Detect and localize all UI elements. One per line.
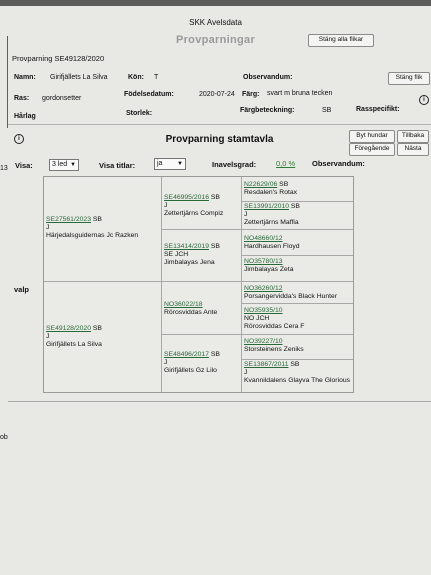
site-title: SKK Avelsdata [189,18,242,27]
page [0,6,431,575]
dog-birth: 2020-07-24 [199,91,235,98]
birth-label: Födelsedatum: [124,91,174,98]
dog-reg-link[interactable]: SE49128/2020 [46,325,91,332]
puppy-label: valp [14,285,30,294]
breed-label: Ras: [14,95,30,102]
dog-reg-link[interactable]: NO36260/12 [244,285,283,292]
color-code-label: Färgbeteckning: [240,107,295,114]
next-button[interactable]: Nästa [397,143,429,156]
divider [242,201,353,202]
divider [242,255,353,256]
app-title: Provparningar [175,34,256,46]
back-button[interactable]: Tillbaka [397,130,429,143]
dog-color-code: SB [322,107,332,114]
pedigree-tree [43,176,354,393]
coat-type-label: Hårlag [14,113,36,120]
tab-title: Provparning SE49128/2020 [12,54,105,63]
dog-reg-link[interactable]: SE46995/2016 [164,194,209,201]
pedigree-gen3-dog: NO48660/12 Hardhausen Floyd [244,235,300,250]
dog-reg-link[interactable]: NO48660/12 [244,235,283,242]
divider [44,281,353,282]
pedigree-observandum-label: Observandum: [312,159,365,168]
edge-text: ob [0,434,8,441]
pedigree-gen3-dog: SE13991/2010 SB J Zettertjärns Maffia [244,203,300,226]
close-tab-button[interactable]: Stäng flik [388,72,430,85]
dog-reg-link[interactable]: SE13991/2010 [244,203,289,210]
pedigree-gen3-dog: NO35780/13 Jimbalayas Zeta [244,258,294,273]
dog-sex: T [154,74,159,81]
dog-reg-link[interactable]: SE13867/2011 [244,361,289,368]
divider [242,303,353,304]
divider [242,359,353,360]
dog-reg-link[interactable]: NO35935/10 [244,307,283,314]
color-label: Färg: [242,91,260,98]
dog-reg-link[interactable]: NO36022/18 [164,301,203,308]
dog-reg-link[interactable]: SE27561/2023 [46,216,91,223]
edge-number: 13 [0,165,8,172]
inbreeding-value[interactable]: 0,0 % [276,159,296,168]
pedigree-gen3-dog: NO36260/12 Porsangervidda's Black Hunter [244,285,338,300]
sex-label: Kön: [128,74,144,81]
previous-button[interactable]: Föregående [349,143,395,156]
dog-reg-link[interactable]: NO39227/10 [244,338,283,345]
pedigree-dam: SE49128/2020 SB J Girifjällets La Silva [46,325,102,348]
dog-reg-link[interactable]: SE48496/2017 [164,351,209,358]
name-label: Namn: [14,74,36,81]
dog-reg-link[interactable]: NO35780/13 [244,258,283,265]
info-icon[interactable]: i [419,95,429,105]
chevron-down-icon: ▼ [177,161,183,167]
switch-dogs-button[interactable]: Byt hundar [349,130,395,143]
generations-select[interactable]: 3 led ▼ [49,159,79,171]
chevron-down-icon: ▼ [70,162,76,168]
divider [162,229,353,230]
dog-breed: gordonsetter [42,95,82,102]
size-label: Storlek: [126,110,153,117]
pedigree-gen2-dog: NO36022/18 Rörosviddas Ante [164,301,218,316]
tab-accent-line [7,36,8,128]
generations-label: Visa: [15,161,33,170]
dog-color: svart m bruna tecken [267,90,333,97]
pedigree-gen2-dog: SE46995/2016 SB J Zettertjärns Compiz [164,194,224,217]
pedigree-sire: SE27561/2023 SB J Härjedalsguidernas Jc Razken [46,216,139,239]
dog-reg-link[interactable]: SE13414/2019 [164,243,209,250]
pedigree-gen3-dog: NO39227/10 Storsteinens Zeniks [244,338,304,353]
pedigree-gen2-dog: SE48496/2017 SB J Girifjällets Gz Lilo [164,351,220,374]
pedigree-gen3-dog: SE13867/2011 SB J Kvannildalens Glayva The Glorious [244,361,351,384]
pedigree-gen3-dog: N22629/06 SB Resdalen's Rotax [244,181,298,196]
pedigree-title: Provparning stamtavla [165,134,274,145]
close-all-tabs-button[interactable]: Stäng alla flikar [308,34,374,47]
divider [161,177,162,392]
dog-reg-link[interactable]: N22629/06 [244,181,278,188]
pedigree-gen3-dog: NO35935/10 NO JCH Rörosviddas Cera F [244,307,305,330]
divider [162,334,353,335]
info-icon[interactable]: i [14,134,24,144]
observandum-label: Observandum: [243,74,293,81]
dog-name: Girifjällets La Silva [50,74,108,81]
titles-label: Visa titlar: [99,161,136,170]
pedigree-gen2-dog: SE13414/2019 SB SE JCH Jimbalayas Jena [164,243,220,266]
titles-select[interactable]: ja ▼ [154,158,186,170]
inbreeding-label: Inavelsgrad: [212,160,257,169]
breed-specific-label: Rasspecifikt: [356,106,400,113]
